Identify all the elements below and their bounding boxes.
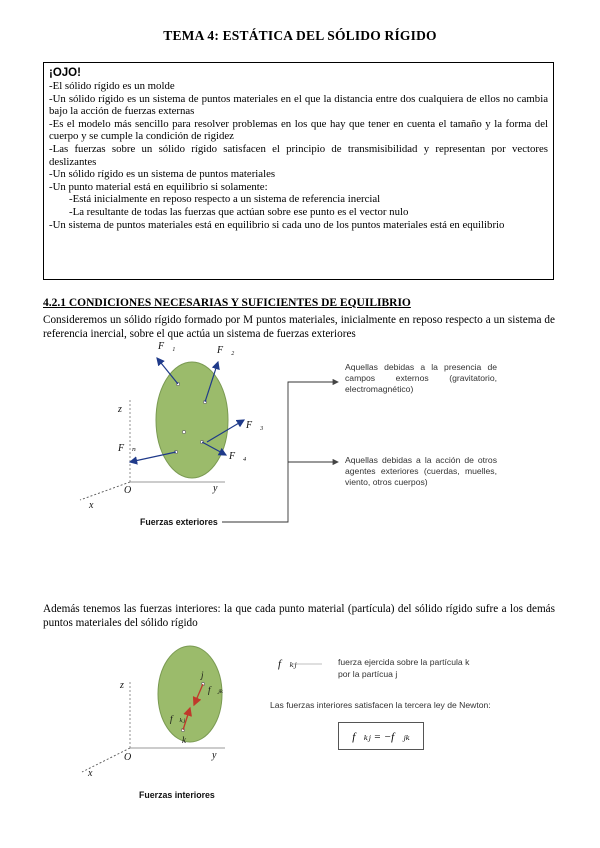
box-line: -Un punto material está en equilibrio si solamente:: [49, 180, 268, 193]
label-f2: F⃗₂: [217, 345, 235, 356]
box-subline: -Está inicialmente en reposo respecto a un sistema de referencia inercial: [69, 193, 381, 206]
rigid-solid: [156, 362, 228, 478]
newton-equation: f⃗ₖⱼ = −f⃗ⱼₖ: [338, 722, 424, 750]
page-title: TEMA 4: ESTÁTICA DEL SÓLIDO RÍGIDO: [163, 28, 437, 43]
label-x: x: [89, 500, 94, 511]
label-fkj: f⃗ₖⱼ: [170, 714, 186, 724]
label-k: k: [182, 735, 186, 745]
label-z-2: z: [120, 680, 124, 691]
label-x-2: x: [88, 768, 93, 779]
caption-exterior: Fuerzas exteriores: [140, 517, 218, 527]
caption-interior: Fuerzas interiores: [139, 790, 215, 800]
label-y: y: [213, 483, 218, 494]
box-line: -Un sólido rígido es un sistema de puntos materiales en el que la distancia entre dos cualquiera de ellos no cambia bajo la acción de fuerzas externas: [49, 92, 548, 118]
x-axis: [80, 482, 130, 500]
box-line: -Un sólido rígido es un sistema de puntos materiales: [49, 168, 276, 181]
label-z: z: [118, 404, 122, 415]
box-line: -El sólido rígido es un molde: [49, 80, 175, 92]
label-f1: F⃗₁: [158, 341, 176, 352]
box-line: -Un sistema de puntos materiales está en equilibrio si cada uno de los puntos materiales está en equilibrio: [49, 218, 505, 231]
note-external-fields: Aquellas debidas a la presencia de campos externos (gravitatorio, electromagnético): [345, 362, 497, 394]
label-y-2: y: [212, 750, 217, 761]
label-origin-2: O: [124, 752, 132, 763]
force-desc-line1: fuerza ejercida sobre la partícula k: [338, 657, 470, 667]
label-origin: O: [124, 485, 132, 496]
section-heading: 4.2.1 CONDICIONES NECESARIAS Y SUFICIENTES DE EQUILIBRIO: [43, 297, 411, 309]
paragraph-exterior: Consideremos un sólido rígido formado por M puntos materiales, inicialmente en reposo respecto a un sistema de referencia inercial, sobre el que actúa un sistema de fuerzas exteriores: [43, 314, 555, 340]
label-fjk: f⃗ⱼₖ: [208, 685, 224, 695]
label-f4: F⃗₄: [229, 451, 247, 462]
box-line: -Es el modelo más sencillo para resolver problemas en los que hay que tener en cuenta el tamaño y la forma del cuerpo y se cumple la condición de rigidez: [49, 117, 548, 143]
label-fn: F⃗ₙ: [118, 443, 136, 454]
newton-text: Las fuerzas interiores satisfacen la tercera ley de Newton:: [270, 700, 491, 710]
warning-heading: ¡OJO!: [49, 67, 81, 79]
force-desc-line2: por la partícua j: [338, 669, 398, 679]
note-external-agents: Aquellas debidas a la acción de otros agentes exteriores (cuerdas, muelles, viento, otros cuerpos): [345, 455, 497, 487]
force-symbol: f⃗ₖⱼ: [278, 658, 297, 670]
box-line: -Las fuerzas sobre un sólido rígido satisfacen el principio de transmisibilidad y representan por vectores deslizantes: [49, 142, 548, 168]
paragraph-interior: Además tenemos las fuerzas interiores: la que cada punto material (partícula) del sólido rígido sufre a los demás puntos materiales del sólido rígido: [43, 603, 555, 629]
box-subline: -La resultante de todas las fuerzas que actúan sobre ese punto es el vector nulo: [69, 205, 409, 218]
label-f3: F⃗₃: [246, 420, 264, 431]
label-j: j: [201, 670, 204, 680]
